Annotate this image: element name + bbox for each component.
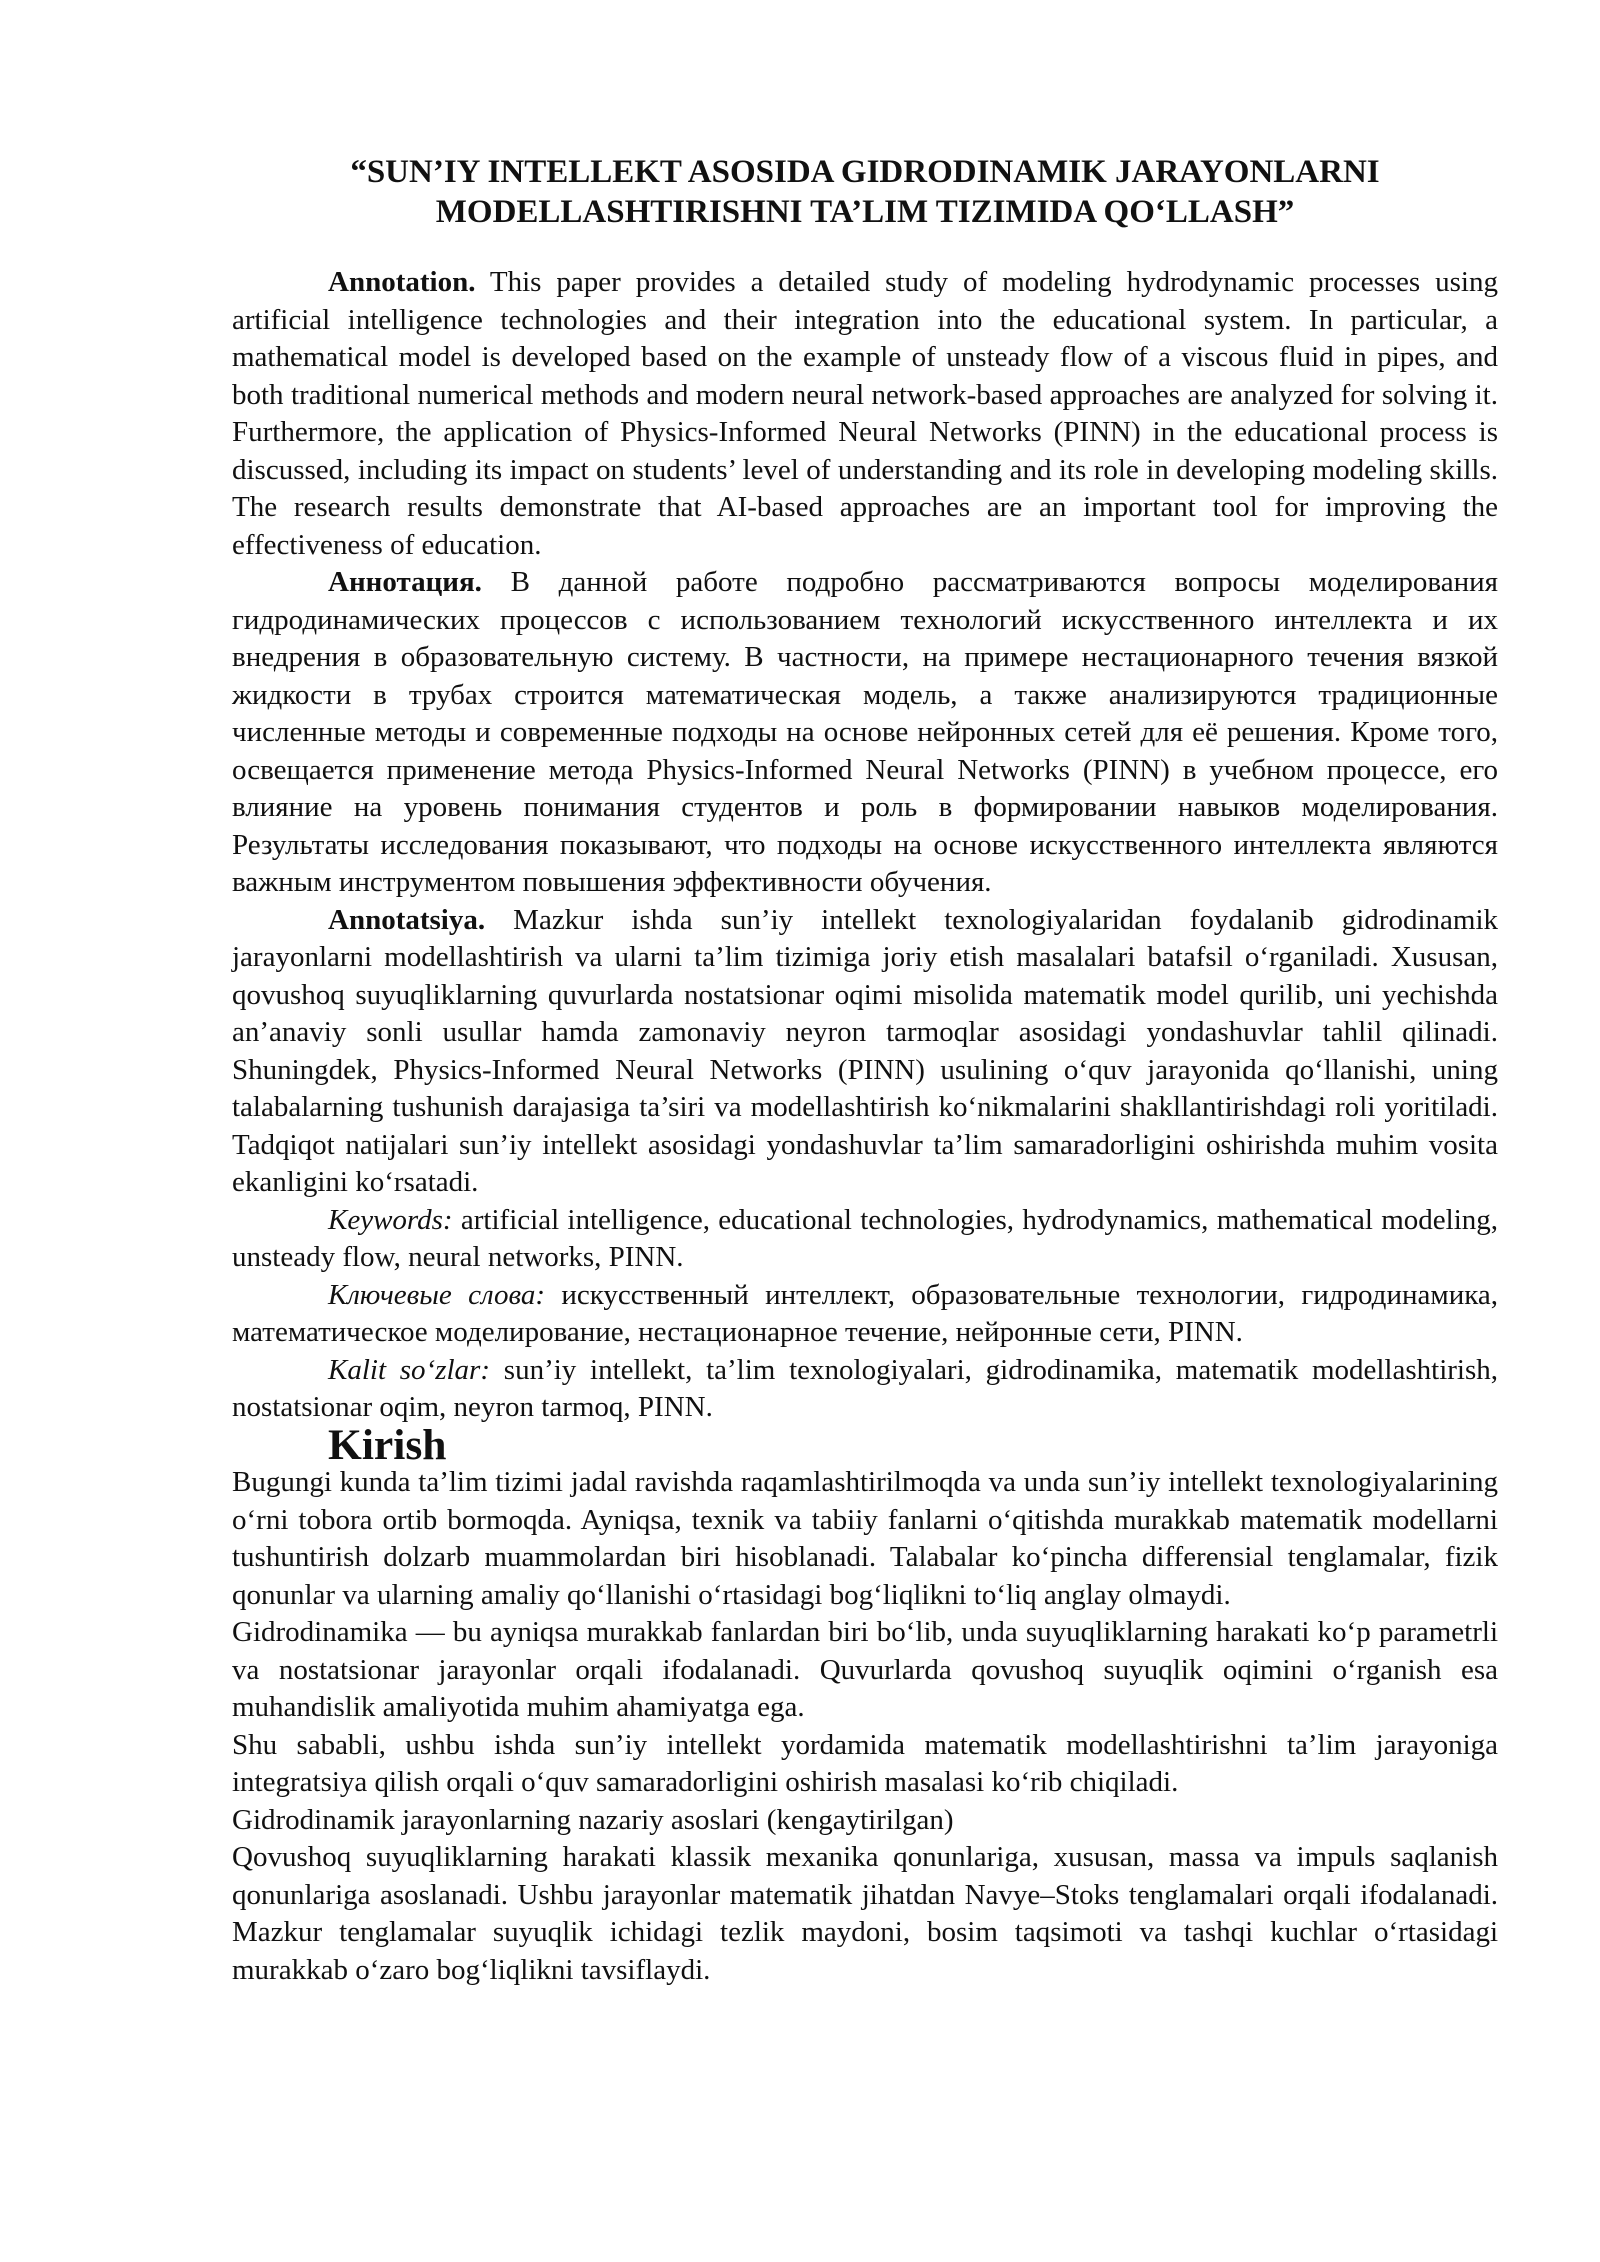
keywords-english bbox=[232, 1202, 1498, 1277]
annotation-uzbek bbox=[232, 902, 1498, 1202]
document-page bbox=[232, 152, 1498, 1989]
annotation-english-lead: Annotation. bbox=[328, 266, 476, 298]
body-paragraph-2: Gidrodinamika — bu ayniqsa murakkab fanlardan biri bo‘lib, unda suyuqliklarning harakati ko‘p parametrli va nostatsionar jarayonlar orqali ifodalanadi. Quvurlarda qovushoq suyuqlik oqimini o‘rganish esa muhandislik amaliyotida muhim ahamiyatga ega. bbox=[232, 1616, 1498, 1723]
annotation-english bbox=[232, 264, 1498, 564]
annotation-uzbek-text: Mazkur ishda sun’iy intellekt texnologiyalaridan foydalanib gidrodinamik jarayonlarni modellashtirish va ularni ta’lim tizimiga joriy etish masalalari batafsil o‘rganiladi. Xususan, qovushoq suyuqliklarning quvurlarda nostatsionar oqimi misolida matematik model qurilib, uni yechishda an’anaviy sonli usullar hamda zamonaviy neyron tarmoqlar asosidagi yondashuvlar tahlil qilinadi. Shuningdek, Physics-Informed Neural Networks (PINN) usulining o‘quv jarayonida qo‘llanishi, uning talabalarning tushunish darajasiga ta’siri va modellashtirish ko‘nikmalarini shakllantirishdagi roli yoritiladi. Tadqiqot natijalari sun’iy intellekt asosidagi yondashuvlar ta’lim samaradorligini oshirishda muhim vosita ekanligini ko‘rsatadi. bbox=[232, 903, 1499, 1198]
annotation-russian-text: В данной работе подробно рассматриваются вопросы моделирования гидродинамических процессов с использованием технологий искусственного интеллекта и их внедрения в образовательную систему. В частности, на примере нестационарного течения вязкой жидкости в трубах строится математическая модель, а также анализируются традиционные численные методы и современные подходы на основе нейронных сетей для её решения. Кроме того, освещается применение метода Physics-Informed Neural Networks (PINN) в учебном процессе, его влияние на уровень понимания студентов и роль в формировании навыков моделирования. Результаты исследования показывают, что подходы на основе искусственного интеллекта являются важным инструментом повышения эффективности обучения. bbox=[232, 566, 1498, 898]
annotation-russian-lead: Аннотация. bbox=[328, 566, 482, 598]
keywords-russian-text: искусственный интеллект, образовательные технологии, гидродинамика, математическое моделирование, нестационарное течение, нейронные сети, PINN. bbox=[232, 1278, 1498, 1348]
section-heading-introduction: Kirish bbox=[328, 1420, 447, 1469]
annotation-english-text: This paper provides a detailed study of modeling hydrodynamic processes using artificial intelligence technologies and their integration into the educational system. In particular, a mathematical model is developed based on the example of unsteady flow of a viscous fluid in pipes, and both traditional numerical methods and modern neural network-based approaches are analyzed for solving it. Furthermore, the application of Physics-Informed Neural Networks (PINN) in the educational process is discussed, including its impact on students’ level of understanding and its role in developing modeling skills. The research results demonstrate that AI-based approaches are an important tool for improving the effectiveness of education. bbox=[232, 266, 1498, 561]
body-paragraph-5: Qovushoq suyuqliklarning harakati klassik mexanika qonunlariga, xususan, massa va impuls saqlanish qonunlariga asoslanadi. Ushbu jarayonlar matematik jihatdan Navye–Stoks tenglamalari orqali ifodalanadi. Mazkur tenglamalar suyuqlik ichidagi tezlik maydoni, bosim taqsimoti va tashqi kuchlar o‘rtasidagi murakkab o‘zaro bog‘liqlikni tavsiflaydi. bbox=[232, 1841, 1498, 1986]
title-line-2: MODELLASHTIRISHNI TA’LIM TIZIMIDA QO‘LLASH” bbox=[435, 194, 1295, 230]
body-paragraph-3: Shu sababli, ushbu ishda sun’iy intellekt yordamida matematik modellashtirishni ta’lim jarayoniga integratsiya qilish orqali o‘quv samaradorligini oshirish masalasi ko‘rib chiqiladi. bbox=[232, 1728, 1498, 1798]
body-paragraph-1: Bugungi kunda ta’lim tizimi jadal ravishda raqamlashtirilmoqda va unda sun’iy intellekt texnologiyalarining o‘rni tobora ortib bormoqda. Ayniqsa, texnik va tabiiy fanlarni o‘qitishda murakkab matematik modellarni tushuntirish dolzarb muammolardan biri hisoblanadi. Talabalar ko‘pincha differensial tenglamalar, fizik qonunlar va ularning amaliy qo‘llanishi o‘rtasidagi bog‘liqlikni to‘liq anglay olmaydi. bbox=[232, 1466, 1498, 1611]
annotation-russian bbox=[232, 564, 1498, 902]
body-paragraph-4: Gidrodinamik jarayonlarning nazariy asoslari (kengaytirilgan) bbox=[232, 1803, 954, 1836]
keywords-uzbek bbox=[232, 1352, 1498, 1427]
keywords-english-lead: Keywords: bbox=[328, 1203, 453, 1236]
keywords-english-text: artificial intelligence, educational technologies, hydrodynamics, mathematical modeling, unsteady flow, neural networks, PINN. bbox=[232, 1203, 1499, 1273]
keywords-russian-lead: Ключевые слова: bbox=[328, 1278, 546, 1311]
document-title bbox=[232, 152, 1498, 232]
annotation-uzbek-lead: Annotatsiya. bbox=[328, 903, 486, 936]
title-line-1: “SUN’IY INTELLEKT ASOSIDA GIDRODINAMIK JARAYONLARNI bbox=[350, 154, 1380, 190]
keywords-russian bbox=[232, 1277, 1498, 1352]
keywords-uzbek-lead: Kalit so‘zlar: bbox=[328, 1353, 491, 1386]
keywords-uzbek-text: sun’iy intellekt, ta’lim texnologiyalari, gidrodinamika, matematik modellashtirish, nostatsionar oqim, neyron tarmoq, PINN. bbox=[232, 1353, 1499, 1423]
